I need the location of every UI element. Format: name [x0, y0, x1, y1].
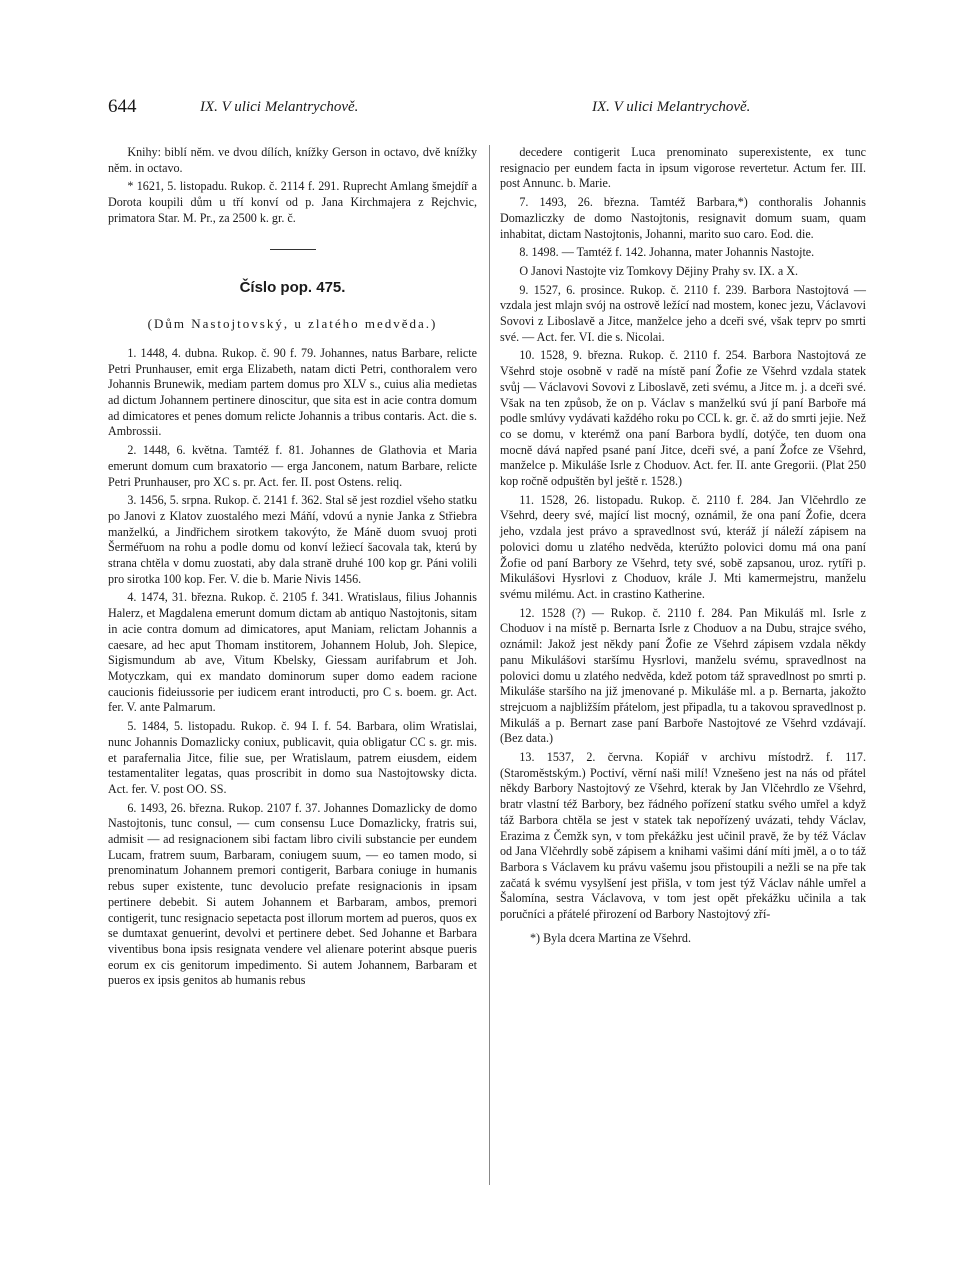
entry-paragraph: 9. 1527, 6. prosince. Rukop. č. 2110 f. 239. Barbora Nastojtová — vzdala jest mlajn svój na ostrově ležící nad mostem, konec jezu, Václavovi Sovovi z Liboslavě a Jitce, manželce jeho a dceři své, však teprv po smrti své. — Act. fer. VI. die s. Nicolai. [500, 282, 866, 344]
entry-paragraph: 7. 1493, 26. března. Tamtéž Barbara,*) conthoralis Johannis Domazliczky de domo Nastojtonis, resignavit domum suam, quam inhabitat, dictam Nastojtonis, Johanni, marito suo caro. Eod. die. [500, 195, 866, 241]
entry-paragraph: 13. 1537, 2. června. Kopiář v archivu místodrž. f. 117. (Staroměstským.) Poctiví, věrní naši milí! Vznešeno jest na nás od přátel někdy Barbory Nastojtový ze Všehrd, kterak by Jan Vlčehrdlo ze Všehrd, bratr vlastní též Barbory, bez řádného pořízení statku svého umřel a když táž Barbora chtěla se jest v statek tak nepořízený uvázati, tehdy Václav, Erazima z Čemžk syn, v tom překážku jest učinil pravě, že by též Václav od Jana Vlčehrdly sobě zápisem a knihami vašimi dání míti jměl, a o to táž Barbora s Václavem ku právu vašemu jsou přistoupili a nežli se na pře tak začatá k svému vysylšení jest přišla, v tom jest týž Václav náhle umřel a Šalomína, sestra Václavova, v tom jest opět překážku učinila a tak poručníci a přátelé přirození od Barbory Nastojtový zří- [500, 750, 866, 922]
entry-paragraph: 3. 1456, 5. srpna. Rukop. č. 2141 f. 362. Stal sě jest rozdiel všeho statku po Janovi z Klatov zuostalého mezi Máňí, vdovú a nynie Janka z Střiebra manželkú, a Jindřichem sirotkem takovýto, že Máně duom svuoj proti Šerméřuom na rohu a podle domu od konví ležiecí šacovala tak, kterú by strana chtěla v domu zuostati, aby dala straně druhé 100 kop gr. Páni volili pro sirotka 100 kop. Fer. V. die b. Marie Nivis 1456. [108, 493, 477, 586]
page-header [0, 96, 960, 126]
entry-paragraph: 4. 1474, 31. března. Rukop. č. 2105 f. 341. Wratislaus, filius Johannis Halerz, et Magdalena emerunt domum dictam ab antiquo Nastojtonis, sitam in acie contra domum ad dimicatores, aput Maniam, relictam Johannis a caesare, ad hec aput Thomam institorem, Johannem Holub, Joh. Slepice, Sigismundum ab ave, Vitum Kbelsky, Giessam aurifabrum et Joh. Motyczkam, qui ex mandato dominorum super domo eadem racione caucionis fideiussorie per iudicem erant introducti, pro C s. boem. gr. Act. fer. V. ante Palmarum. [108, 590, 477, 715]
running-head-right: IX. V ulici Melantrychově. [592, 99, 751, 115]
intro-paragraph: Knihy: biblí něm. ve dvou dílích, knížky Gerson in octavo, dvě knížky něm. in octavo. [108, 145, 477, 175]
column-rule [489, 145, 490, 1185]
entry-paragraph: 12. 1528 (?) — Rukop. č. 2110 f. 284. Pan Mikuláš ml. Isrle z Choduov i na místě p. Bernarta Isrle z Choduov a na Dubu, strajce svého, oznámil: Jakož jest někdy paní Žofie ze Všehrd zápisem vzdala někdy panu Mikulášovi staršímu Hysrlovi, manželu svému, spravedlnost na polovici domu u zlatého nedvěda, kdež potom táž spravedlnost po smrti p. Mikuláše staršího na již jmenované p. Mikuláše ml. a p. Bernarta, jakožto strejcuom a najbližším přátelom, jest připadla, tu a takovou spravedlnost p. Mikuláš a p. Bernart zase paní Barboře Nastojtové ze Všehrd vzdávají. (Bez data.) [500, 605, 866, 746]
entry-paragraph: 2. 1448, 6. května. Tamtéž f. 81. Johannes de Glathovia et Maria emerunt domum cum braxatorio — erga Janconem, natum Barbare, relicte Petri Prunhauser, pro XC s. pr. Act. fer. II. post Ostens. reliq. [108, 443, 477, 489]
footnote: *) Byla dcera Martina ze Všehrd. [530, 930, 691, 945]
entry-paragraph: 1. 1448, 4. dubna. Rukop. č. 90 f. 79. Johannes, natus Barbare, relicte Petri Prunhauser, emit erga Elizabeth, natam dicti Petri, conthoralem vero Johannis Brunewik, mediam partem domus pro XLV s., cuius alia medietas ad dictum Johannem pertinere dinoscitur, que sita est in acie contra domum ad dimicatores et penes domum relicte Johannis a tribus contaris. Act. die s. Ambrossii. [108, 345, 477, 439]
entry-paragraph: decedere contigerit Luca prenominato superexistente, ex tunc resignacio per eundem facta in ipsum vigorose revertetur. Actum fer. III. post Annunc. b. Marie. [500, 145, 866, 191]
entry-paragraph: 6. 1493, 26. března. Rukop. 2107 f. 37. Johannes Domazlicky de domo Nastojtonis, tunc consul, — cum consensu Luce Domazlicky, fratris sui, admisit — ad resignacionem sibi factam libro civili substancie per eundem Lucam, fratrem suum, Barbaram, coniugem suum, — eo tamen modo, si prenominatum Johannem premori contigerit, Barbara coniuge in humanis rebus super existente, tunc devolucio prefate resignacionis in ipsam pertinere debebit. Si autem Johannem et Barbaram, ambos, premori contigerit, tunc resignacio sepetacta post illorum mortem ad pueros, quos ex se dumtaxat genuerint, devolvi et pertinere debet. Sed Johanne et Barbara viventibus bona ipsis resignata vendere vel alienare poterint absque pueris eorum ex cis genitorum impedimento. Si autem Johannem, Barbaram et pueros ex ipsis genitos ab humanis rebus [108, 800, 477, 988]
intro-paragraph: * 1621, 5. listopadu. Rukop. č. 2114 f. 291. Ruprecht Amlang šmejdíř a Dorota koupili dům u tří konví od p. Jana Kirchmajera z Rejchvic, primatora Star. M. Pr., za 2500 k. gr. č. [108, 179, 477, 225]
entry-paragraph: 8. 1498. — Tamtéž f. 142. Johanna, mater Johannis Nastojte. [519, 245, 815, 260]
section-divider [270, 249, 316, 250]
section-subtitle: (Dům Nastojtovský, u zlatého medvěda.) [147, 316, 438, 332]
entry-paragraph: O Janovi Nastojte viz Tomkovy Dějiny Prahy sv. IX. a X. [519, 263, 798, 278]
entry-paragraph: 10. 1528, 9. března. Rukop. č. 2110 f. 254. Barbora Nastojtová ze Všehrd stoje osobně v radě na místě paní Žofie ze Všehrd vzdala statek svůj — Václavovi Sovovi z Liboslavě, zeti svému, a Jitce m. j. a dceři své. Však na ten způsob, že on p. Václav s manželkú svú jí paní Barboře má podle smlúvy vydávati každého roku po CCL k. gr. č. až do smrti jejie. Než co se domu, v kterémž ona paní Barbora bydlí, dotýče, ten duom ona mocně dává napřed psané paní Jitce, dceři své, a paní Žofce ze Všehrd, manželce p. Mikuláše Isrle z Choduov. Act. fer. II. ante Gregorii. (Plat 250 kop ročně odpuštěn byl ještě r. 1528.) [500, 348, 866, 489]
right-column [500, 145, 866, 946]
running-head-left: IX. V ulici Melantrychově. [200, 99, 359, 115]
left-column [108, 145, 477, 989]
page-number: 644 [108, 96, 137, 117]
section-title: Číslo pop. 475. [239, 278, 346, 296]
entry-paragraph: 11. 1528, 26. listopadu. Rukop. č. 2110 f. 284. Jan Vlčehrdlo ze Všehrd, deery své, mající list mocný, oznámil, že ona paní Žofie, dcera jeho, vzdala jest právo a spravedlnost svú, kteráž jí náleží zápisem na polovici domu u zlatého nedvěda, kterúžto polovici domu má ona paní Žofie od paní Barbory ze Všehrd, tety své, sobě zapsanou, uroz. rytíři p. Mikulášovi Hysrlovi z Choduov, krále J. Mti kamermejstru, manželu svému milému. Act. in crastino Katherine. [500, 492, 866, 601]
entry-paragraph: 5. 1484, 5. listopadu. Rukop. č. 94 I. f. 54. Barbara, olim Wratislai, nunc Johannis Domazlicky coniux, publicavit, quia obligatur CC s. gr. mis. et parafernalia Jitce, filie sue, per Wratislaum, patrem eiusdem, eidem testamentaliter legatas, quas proscribit in domo sua Nastojtowsky dicta. Act. fer. V. post OO. SS. [108, 719, 477, 796]
